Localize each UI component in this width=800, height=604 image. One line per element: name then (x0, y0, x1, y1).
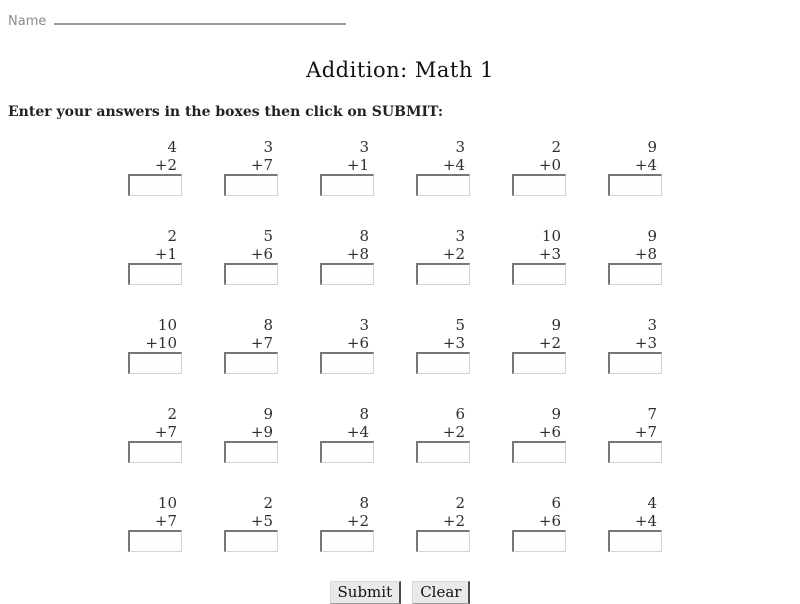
bottom-operand: +7 (250, 334, 273, 352)
bottom-operand: +8 (346, 245, 369, 263)
answer-input[interactable] (320, 530, 374, 552)
top-operand: 2 (263, 494, 273, 512)
addition-problem (320, 494, 374, 552)
top-operand: 2 (551, 138, 561, 156)
top-operand: 3 (455, 227, 465, 245)
addition-problem (320, 138, 374, 196)
page-title: Addition: Math 1 (306, 58, 494, 82)
top-operand: 2 (455, 494, 465, 512)
addition-problem (512, 138, 566, 196)
addition-problem (224, 405, 278, 463)
top-operand: 3 (359, 316, 369, 334)
bottom-operand: +8 (634, 245, 657, 263)
bottom-operand: +7 (154, 423, 177, 441)
addition-problem (416, 138, 470, 196)
bottom-operand: +5 (250, 512, 273, 530)
top-operand: 9 (551, 316, 561, 334)
addition-problem (608, 494, 662, 552)
answer-input[interactable] (128, 263, 182, 285)
addition-problem (416, 227, 470, 285)
button-row (0, 581, 800, 604)
addition-problem (608, 227, 662, 285)
answer-input[interactable] (512, 352, 566, 374)
answer-input[interactable] (224, 263, 278, 285)
answer-input[interactable] (512, 530, 566, 552)
top-operand: 3 (455, 138, 465, 156)
answer-input[interactable] (608, 263, 662, 285)
answer-input[interactable] (320, 263, 374, 285)
bottom-operand: +10 (145, 334, 177, 352)
top-operand: 2 (167, 227, 177, 245)
top-operand: 8 (359, 494, 369, 512)
addition-problem (416, 405, 470, 463)
bottom-operand: +2 (538, 334, 561, 352)
top-operand: 2 (167, 405, 177, 423)
top-operand: 8 (359, 405, 369, 423)
top-operand: 10 (157, 316, 177, 334)
answer-input[interactable] (128, 174, 182, 196)
bottom-operand: +2 (346, 512, 369, 530)
answer-input[interactable] (224, 352, 278, 374)
bottom-operand: +3 (538, 245, 561, 263)
bottom-operand: +6 (346, 334, 369, 352)
bottom-operand: +2 (154, 156, 177, 174)
addition-problem (128, 316, 182, 374)
bottom-operand: +0 (538, 156, 561, 174)
top-operand: 5 (455, 316, 465, 334)
addition-problem (608, 316, 662, 374)
answer-input[interactable] (608, 174, 662, 196)
addition-problem (224, 494, 278, 552)
top-operand: 3 (263, 138, 273, 156)
bottom-operand: +6 (538, 512, 561, 530)
bottom-operand: +7 (250, 156, 273, 174)
answer-input[interactable] (128, 530, 182, 552)
bottom-operand: +4 (634, 512, 657, 530)
addition-problem (512, 405, 566, 463)
top-operand: 9 (551, 405, 561, 423)
problems-grid (128, 138, 800, 552)
answer-input[interactable] (128, 441, 182, 463)
addition-problem (416, 494, 470, 552)
addition-problem (512, 227, 566, 285)
top-operand: 6 (551, 494, 561, 512)
answer-input[interactable] (224, 441, 278, 463)
answer-input[interactable] (512, 263, 566, 285)
answer-input[interactable] (128, 352, 182, 374)
answer-input[interactable] (416, 441, 470, 463)
answer-input[interactable] (416, 263, 470, 285)
answer-input[interactable] (608, 530, 662, 552)
bottom-operand: +3 (442, 334, 465, 352)
top-operand: 4 (167, 138, 177, 156)
name-label: Name (8, 14, 47, 29)
answer-input[interactable] (608, 441, 662, 463)
addition-problem (608, 138, 662, 196)
answer-input[interactable] (224, 530, 278, 552)
top-operand: 6 (455, 405, 465, 423)
addition-problem (608, 405, 662, 463)
answer-input[interactable] (608, 352, 662, 374)
top-operand: 8 (263, 316, 273, 334)
answer-input[interactable] (416, 530, 470, 552)
addition-problem (128, 405, 182, 463)
addition-problem (320, 227, 374, 285)
addition-problem (224, 316, 278, 374)
top-operand: 7 (647, 405, 657, 423)
top-operand: 3 (647, 316, 657, 334)
addition-problem (416, 316, 470, 374)
answer-input[interactable] (320, 352, 374, 374)
bottom-operand: +2 (442, 512, 465, 530)
bottom-operand: +6 (538, 423, 561, 441)
top-operand: 3 (359, 138, 369, 156)
answer-input[interactable] (416, 174, 470, 196)
addition-problem (128, 138, 182, 196)
bottom-operand: +4 (634, 156, 657, 174)
instructions-text: Enter your answers in the boxes then click on SUBMIT: (8, 104, 444, 120)
bottom-operand: +2 (442, 245, 465, 263)
addition-problem (224, 227, 278, 285)
addition-problem (128, 494, 182, 552)
top-operand: 10 (541, 227, 561, 245)
answer-input[interactable] (320, 174, 374, 196)
bottom-operand: +4 (442, 156, 465, 174)
top-operand: 9 (647, 227, 657, 245)
addition-problem (512, 316, 566, 374)
bottom-operand: +7 (634, 423, 657, 441)
top-operand: 5 (263, 227, 273, 245)
top-operand: 8 (359, 227, 369, 245)
bottom-operand: +7 (154, 512, 177, 530)
bottom-operand: +2 (442, 423, 465, 441)
bottom-operand: +1 (154, 245, 177, 263)
top-operand: 10 (157, 494, 177, 512)
bottom-operand: +3 (634, 334, 657, 352)
bottom-operand: +6 (250, 245, 273, 263)
clear-button[interactable]: Clear (412, 581, 470, 604)
answer-input[interactable] (512, 174, 566, 196)
answer-input[interactable] (320, 441, 374, 463)
addition-problem (128, 227, 182, 285)
addition-problem (320, 316, 374, 374)
top-operand: 4 (647, 494, 657, 512)
addition-problem (320, 405, 374, 463)
addition-problem (512, 494, 566, 552)
bottom-operand: +1 (346, 156, 369, 174)
top-operand: 9 (263, 405, 273, 423)
answer-input[interactable] (416, 352, 470, 374)
answer-input[interactable] (224, 174, 278, 196)
bottom-operand: +4 (346, 423, 369, 441)
top-operand: 9 (647, 138, 657, 156)
answer-input[interactable] (512, 441, 566, 463)
submit-button[interactable]: Submit (330, 581, 402, 604)
name-underline (54, 11, 346, 25)
name-row (0, 0, 800, 32)
bottom-operand: +9 (250, 423, 273, 441)
addition-problem (224, 138, 278, 196)
